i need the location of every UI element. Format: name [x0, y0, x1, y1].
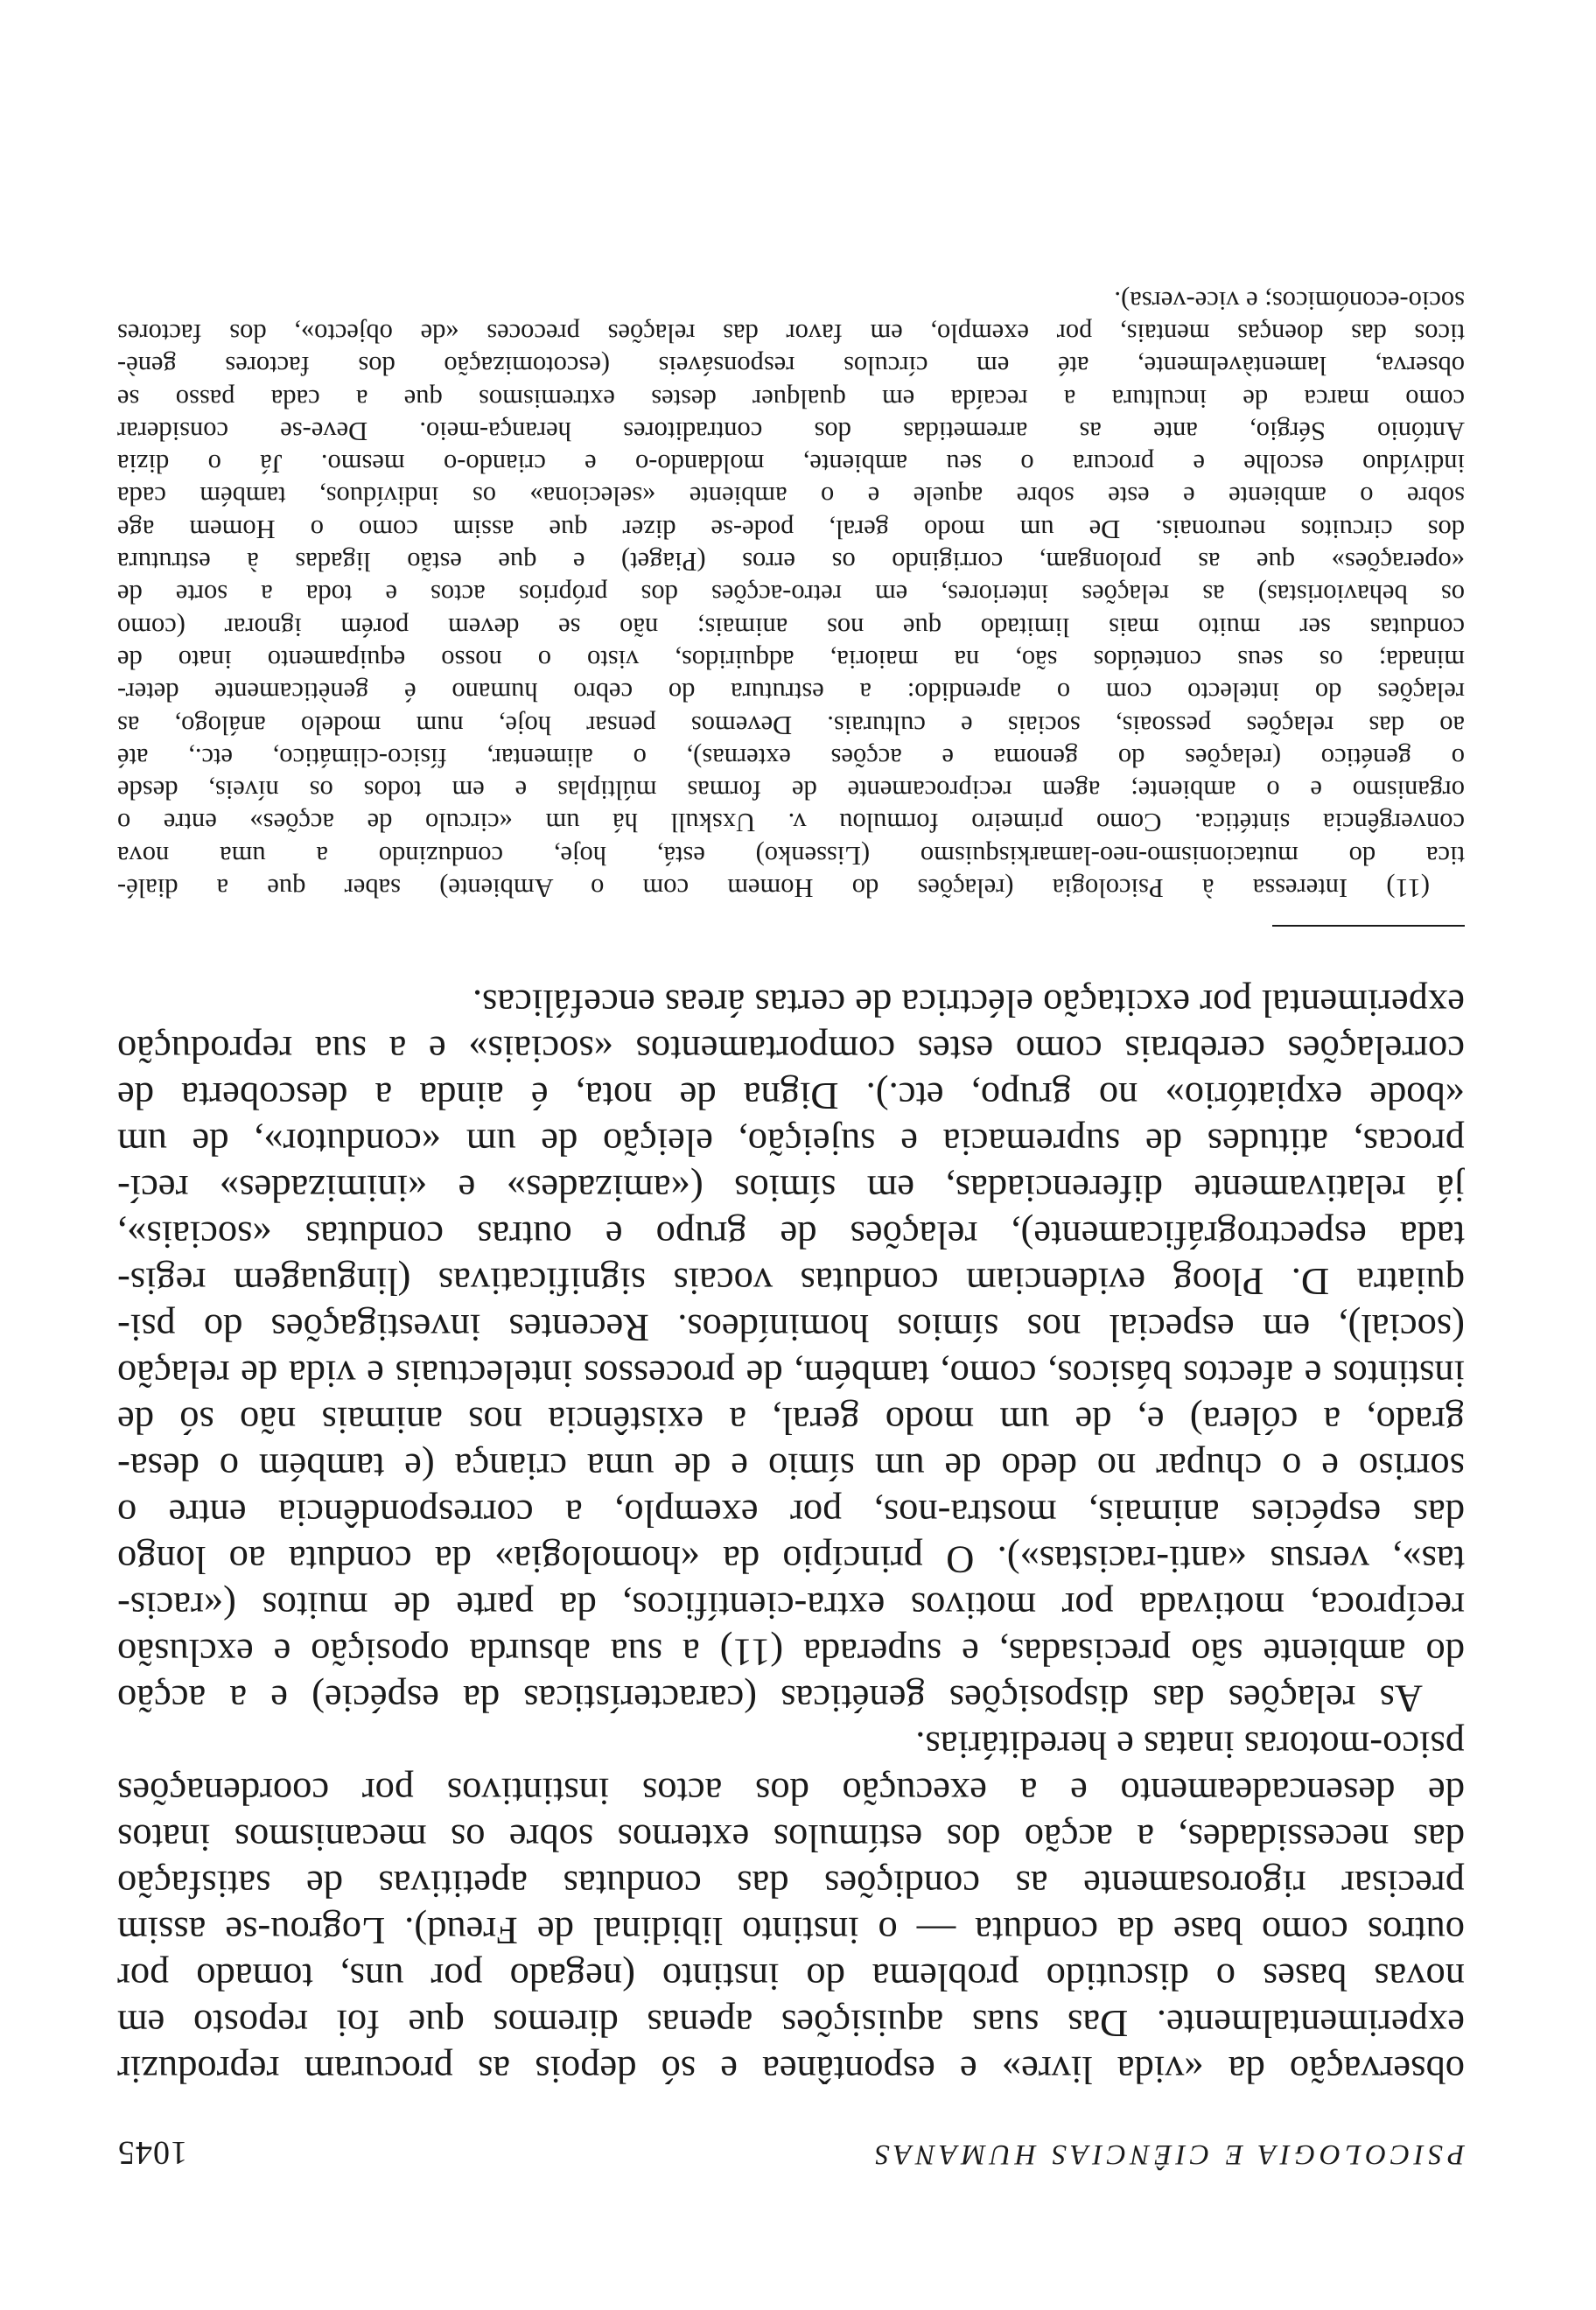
body-line: procas, atitudes de supremacia e sujeição, eleição de um «condutor», de um	[117, 1121, 1465, 1165]
footnote-line: como marca de incultura a recaída em qualquer destes extremismos que a cada passo se	[117, 383, 1465, 414]
footnote-rule	[1272, 925, 1465, 927]
body-line: correlações cerebrais como estes comportamentos «sociais» e a sua reprodução	[117, 1028, 1465, 1072]
body-line: psico-motoras inatas e hereditárias.	[915, 1724, 1465, 1768]
footnote-line: indivíduo escolhe e procura o seu ambiente, moldando-o e criando-o mesmo. Já o dizia	[117, 449, 1465, 480]
body-line: experimentalmente. Das suas aquisições apenas diremos que foi reposto em	[117, 2002, 1465, 2046]
body-line: recíproca, motivada por motivos extra-científicos, da parte de muitos («racis-	[117, 1585, 1465, 1628]
footnote-line: ao das relações pessoais, sociais e culturais. Devemos pensar hoje, num modelo análogo, as	[117, 710, 1465, 740]
body-line: tas», versus «anti-racistas»). O princípio da «homologia» da conduta ao longo	[117, 1538, 1465, 1582]
body-line: grado, a cólera) e, de um modo geral, a existência nos animais não só de	[117, 1399, 1465, 1443]
footnote-line: convergência sintética. Como primeiro formulou v. Uxskull há um «circulo de acções» entre o	[117, 808, 1465, 838]
body-line: As relações das disposições genéticas (características da espécie) e a acção	[117, 1677, 1423, 1721]
footnote-line: os behavioristas) as relações interiores, em retro-acções dos próprios actos e toda a sorte de	[117, 579, 1465, 610]
footnote-line: relações do intelecto com o aprendido: a estrutura do cebro humano é genèticamente deter-	[117, 677, 1465, 708]
footnote-line: (11) Interessa à Psicologia (relações do Homem com o Ambiente) saber que a dialé-	[117, 873, 1430, 903]
body-line: das espécies animais, mostra-nos, por exemplo, a correspondência entre o	[117, 1492, 1465, 1536]
footnote-line: «operações» que as prolongam, corrigindo os erros (Piaget) e que estão ligadas à estrutura	[117, 547, 1465, 578]
footnote-line: António Sérgio, ante as arremetidas dos contraditores herança-meio. Deve-se considerar	[117, 416, 1465, 446]
body-line: sorriso e o chupar no dedo de um símio e de uma criança (e também o desa-	[117, 1446, 1465, 1489]
body-line: observação da «vida livre» e espontânea e só depois as procuram reproduzir	[117, 2048, 1465, 2092]
footnote-line: observa, lamentàvelmente, até em círculos responsáveis (escotomização dos factores genè-	[117, 351, 1465, 382]
body-line: de desencadeamento e a execução dos actos instintivos por coordenações	[117, 1770, 1465, 1814]
footnote-line: dos circuitos neuronais. De um modo geral, pode-se dizer que assim como o Homem age	[117, 514, 1465, 544]
body-line: (social), em especial nos símios hominídeos. Recentes investigações do psi-	[117, 1306, 1465, 1350]
body-line: precisar rigorosamente as condições das condutas apetitivas de satisfação	[117, 1863, 1465, 1907]
body-text	[117, 980, 1465, 2093]
footnote-line: sobre o ambiente e este sobre aquele e o ambiente «seleciona» os indivíduos, também cada	[117, 481, 1465, 512]
footnote-line: ticos das doenças mentais, por exemplo, em favor das relações precoces «de objecto», dos factores	[117, 318, 1465, 348]
body-line: das necessidades, a acção dos estímulos externos sobre os mecanismos inatos	[117, 1816, 1465, 1860]
footnote-line: o genético (relações do genoma e acções externas), o alimentar, físico-climático, etc., até	[117, 742, 1465, 773]
running-head: PSICOLOGIA E CIÊNCIAS HUMANAS	[871, 2138, 1465, 2170]
body-line: outros como base da conduta — o instinto libidinal de Freud). Logrou-se assim	[117, 1909, 1465, 1953]
body-line: novas bases o discutido problema do instinto (negado por uns, tomado por	[117, 1956, 1465, 1999]
page-header	[117, 2118, 1465, 2170]
footnote-line: minada; os seus conteúdos são, na maioria, adquiridos, visto o nosso equipamento inato de	[117, 644, 1465, 675]
footnote-line: condutas ser muito mais limitado que nos animais; não se devem porém ignorar (como	[117, 612, 1465, 642]
body-line: instintos e afectos básicos, como, também, de processos intelectuais e vida de relação	[117, 1353, 1465, 1396]
body-line: do ambiente são precisadas, e superada (11) a sua absurda oposição e exclusão	[117, 1631, 1465, 1675]
footnote-line: tica do mutacionismo-neo-lamarkisquismo (Lissenko) está, hoje, conduzindo a uma nova	[117, 840, 1465, 871]
body-line: «bode expiatório» no grupo, etc.). Digna de nota, é ainda a descoberta de	[117, 1074, 1465, 1118]
footnote-line: socio-económicos; e vice-versa).	[1114, 285, 1465, 316]
footnote	[117, 284, 1465, 904]
body-line: experimental por excitação eléctrica de certas áreas encefálicas.	[472, 982, 1465, 1026]
page-number: 1045	[117, 2134, 187, 2171]
footnote-line: organismo e o ambiente; agem reciprocamente de formas múltiplas e em todos os níveis, desde	[117, 775, 1465, 806]
body-line: quiatra D. Ploog evidenciam condutas vocais significativas (linguagem regis-	[117, 1260, 1465, 1304]
body-line: já relativamente diferenciadas, em símios («amizades» e «inimizades» recí-	[117, 1167, 1465, 1211]
body-line: tada espectrográficamente), relações de grupo e outras condutas «sociais»,	[117, 1214, 1465, 1257]
